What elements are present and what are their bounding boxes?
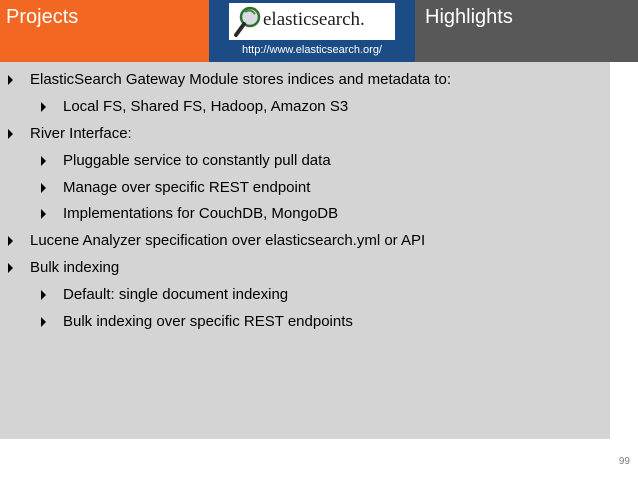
bullet-arrow-icon bbox=[41, 290, 46, 300]
bullet-text: Pluggable service to constantly pull data bbox=[63, 152, 331, 169]
bullet-arrow-icon bbox=[8, 75, 13, 85]
bullet-text: Lucene Analyzer specification over elasticsearch.yml or API bbox=[30, 232, 426, 249]
sub-bullet-item bbox=[63, 179, 310, 197]
slide-content bbox=[0, 62, 610, 439]
bullet-text: River Interface: bbox=[30, 125, 132, 142]
bullet-arrow-icon bbox=[41, 209, 46, 219]
bullet-text: Implementations for CouchDB, MongoDB bbox=[63, 205, 339, 222]
bullet-text: Default: single document indexing bbox=[63, 286, 289, 303]
bullet-text: Manage over specific REST endpoint bbox=[63, 179, 311, 196]
sub-bullet-item bbox=[63, 286, 288, 304]
header-right-panel bbox=[415, 0, 638, 62]
sub-bullet-item bbox=[63, 205, 338, 223]
header-logo-panel bbox=[209, 0, 415, 62]
logo-wordmark: elasticsearch. bbox=[263, 9, 365, 30]
bullet-text: Local FS, Shared FS, Hadoop, Amazon S3 bbox=[63, 98, 349, 115]
elasticsearch-logo bbox=[229, 3, 395, 40]
magnifier-logo-icon bbox=[233, 6, 263, 38]
header-right-title: Highlights bbox=[425, 6, 513, 28]
bullet-item bbox=[30, 125, 132, 143]
bullet-arrow-icon bbox=[8, 236, 13, 246]
bullet-arrow-icon bbox=[41, 183, 46, 193]
bullet-arrow-icon bbox=[8, 263, 13, 273]
sub-bullet-item bbox=[63, 313, 353, 331]
header-left-title: Projects bbox=[6, 6, 79, 28]
slide-header bbox=[0, 0, 638, 62]
sub-bullet-item bbox=[63, 98, 348, 116]
bullet-arrow-icon bbox=[8, 129, 13, 139]
page-number: 99 bbox=[618, 456, 630, 467]
bullet-text: Bulk indexing bbox=[30, 259, 120, 276]
bullet-text: Bulk indexing over specific REST endpoints bbox=[63, 313, 353, 330]
bullet-item bbox=[30, 71, 451, 89]
header-left-panel bbox=[0, 0, 209, 62]
bullet-item bbox=[30, 259, 119, 277]
sub-bullet-item bbox=[63, 152, 331, 170]
bullet-item bbox=[30, 232, 425, 250]
header-url[interactable]: http://www.elasticsearch.org/ bbox=[241, 44, 382, 56]
bullet-arrow-icon bbox=[41, 317, 46, 327]
bullet-arrow-icon bbox=[41, 156, 46, 166]
bullet-text: ElasticSearch Gateway Module stores indices and metadata to: bbox=[30, 71, 452, 88]
bullet-arrow-icon bbox=[41, 102, 46, 112]
